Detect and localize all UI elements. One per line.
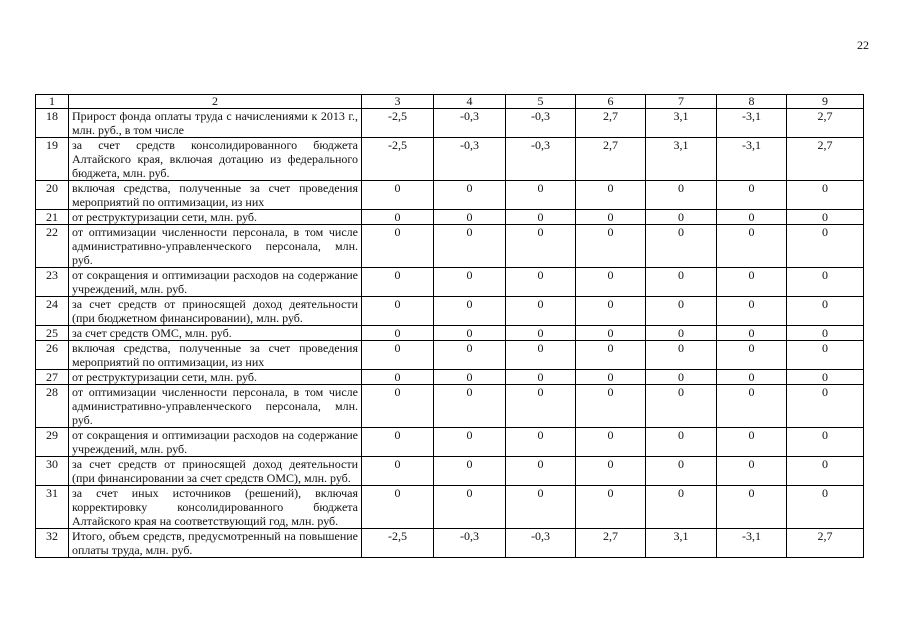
value-cell: 0	[717, 225, 787, 268]
value-cell: 0	[434, 210, 506, 225]
row-number: 28	[36, 385, 69, 428]
table-row	[36, 210, 864, 225]
row-number: 18	[36, 109, 69, 138]
value-cell: 0	[576, 326, 646, 341]
value-cell: 0	[646, 210, 717, 225]
table-row	[36, 529, 864, 558]
value-cell: 0	[362, 297, 434, 326]
value-cell: 0	[646, 225, 717, 268]
value-cell: 0	[646, 428, 717, 457]
table-row	[36, 457, 864, 486]
value-cell: 0	[362, 370, 434, 385]
row-description: за счет иных источников (решений), включая корректировку консолидированного бюджета Алтайского края на соответствующий год, млн. руб.	[69, 486, 362, 529]
value-cell: 0	[717, 428, 787, 457]
value-cell: 0	[787, 457, 864, 486]
row-description: от оптимизации численности персонала, в том числе административно-управленческого персонала, млн. руб.	[69, 385, 362, 428]
value-cell: 2,7	[787, 109, 864, 138]
value-cell: 0	[787, 326, 864, 341]
value-cell: 0	[506, 326, 576, 341]
value-cell: 0	[717, 181, 787, 210]
header-cell: 3	[362, 95, 434, 109]
value-cell: 0	[787, 210, 864, 225]
value-cell: 0	[576, 268, 646, 297]
table-row	[36, 326, 864, 341]
row-description: за счет средств от приносящей доход деятельности (при финансировании за счет средств ОМС), млн. руб.	[69, 457, 362, 486]
header-row	[36, 95, 864, 109]
value-cell: 0	[787, 428, 864, 457]
value-cell: 0	[506, 181, 576, 210]
value-cell: 0	[646, 181, 717, 210]
table-row	[36, 181, 864, 210]
value-cell: 0	[576, 428, 646, 457]
value-cell: 0	[787, 225, 864, 268]
value-cell: 0	[506, 370, 576, 385]
value-cell: 0	[576, 297, 646, 326]
row-number: 30	[36, 457, 69, 486]
row-number: 22	[36, 225, 69, 268]
value-cell: 0	[362, 268, 434, 297]
row-description: включая средства, полученные за счет проведения мероприятий по оптимизации, из них	[69, 341, 362, 370]
value-cell: 0	[717, 385, 787, 428]
value-cell: 0	[362, 326, 434, 341]
table-row	[36, 370, 864, 385]
row-description: от оптимизации численности персонала, в том числе административно-управленческого персонала, млн. руб.	[69, 225, 362, 268]
value-cell: 0	[576, 181, 646, 210]
value-cell: 0	[717, 341, 787, 370]
value-cell: 0	[506, 341, 576, 370]
header-cell: 4	[434, 95, 506, 109]
value-cell: 0	[434, 297, 506, 326]
value-cell: 0	[362, 341, 434, 370]
header-cell: 8	[717, 95, 787, 109]
value-cell: 0	[434, 326, 506, 341]
value-cell: 0	[646, 341, 717, 370]
value-cell: 0	[506, 225, 576, 268]
value-cell: 0	[362, 486, 434, 529]
row-number: 29	[36, 428, 69, 457]
table-row	[36, 138, 864, 181]
row-number: 19	[36, 138, 69, 181]
value-cell: 2,7	[576, 138, 646, 181]
table-row	[36, 297, 864, 326]
value-cell: 0	[646, 385, 717, 428]
value-cell: 0	[787, 297, 864, 326]
table-row	[36, 428, 864, 457]
value-cell: -0,3	[434, 529, 506, 558]
value-cell: 0	[434, 225, 506, 268]
value-cell: -0,3	[506, 109, 576, 138]
value-cell: 0	[646, 297, 717, 326]
value-cell: 0	[434, 457, 506, 486]
value-cell: 0	[787, 181, 864, 210]
value-cell: 0	[506, 385, 576, 428]
value-cell: 0	[787, 268, 864, 297]
value-cell: -2,5	[362, 109, 434, 138]
value-cell: 2,7	[576, 529, 646, 558]
value-cell: 0	[506, 428, 576, 457]
row-number: 21	[36, 210, 69, 225]
table-row	[36, 341, 864, 370]
row-number: 27	[36, 370, 69, 385]
row-description: от реструктуризации сети, млн. руб.	[69, 370, 362, 385]
value-cell: 0	[646, 326, 717, 341]
value-cell: 0	[362, 181, 434, 210]
value-cell: 0	[506, 268, 576, 297]
value-cell: 0	[717, 297, 787, 326]
row-description: от сокращения и оптимизации расходов на содержание учреждений, млн. руб.	[69, 428, 362, 457]
value-cell: 0	[362, 210, 434, 225]
value-cell: -2,5	[362, 138, 434, 181]
row-number: 26	[36, 341, 69, 370]
row-description: за счет средств ОМС, млн. руб.	[69, 326, 362, 341]
value-cell: 0	[506, 457, 576, 486]
value-cell: 0	[717, 457, 787, 486]
value-cell: 0	[434, 268, 506, 297]
row-number: 23	[36, 268, 69, 297]
header-cell: 5	[506, 95, 576, 109]
value-cell: 0	[434, 385, 506, 428]
value-cell: 0	[362, 457, 434, 486]
row-number: 20	[36, 181, 69, 210]
value-cell: 2,7	[576, 109, 646, 138]
value-cell: 0	[787, 341, 864, 370]
value-cell: 2,7	[787, 529, 864, 558]
value-cell: 0	[717, 210, 787, 225]
value-cell: -0,3	[506, 138, 576, 181]
value-cell: 0	[787, 385, 864, 428]
table-row	[36, 385, 864, 428]
row-description: включая средства, полученные за счет проведения мероприятий по оптимизации, из них	[69, 181, 362, 210]
value-cell: -0,3	[434, 138, 506, 181]
value-cell: 0	[646, 370, 717, 385]
value-cell: 0	[717, 370, 787, 385]
value-cell: 0	[506, 297, 576, 326]
value-cell: 0	[434, 181, 506, 210]
header-cell: 9	[787, 95, 864, 109]
value-cell: 0	[646, 486, 717, 529]
header-cell: 7	[646, 95, 717, 109]
value-cell: 0	[646, 268, 717, 297]
value-cell: 0	[434, 486, 506, 529]
value-cell: 0	[576, 341, 646, 370]
value-cell: -0,3	[506, 529, 576, 558]
row-number: 24	[36, 297, 69, 326]
value-cell: 0	[787, 486, 864, 529]
value-cell: 0	[506, 486, 576, 529]
table-row	[36, 268, 864, 297]
value-cell: 0	[434, 341, 506, 370]
row-number: 32	[36, 529, 69, 558]
value-cell: 0	[717, 486, 787, 529]
value-cell: 0	[362, 385, 434, 428]
row-number: 31	[36, 486, 69, 529]
row-description: Прирост фонда оплаты труда с начислениями к 2013 г., млн. руб., в том числе	[69, 109, 362, 138]
value-cell: 0	[717, 268, 787, 297]
row-description: от сокращения и оптимизации расходов на содержание учреждений, млн. руб.	[69, 268, 362, 297]
value-cell: 0	[576, 210, 646, 225]
value-cell: 0	[576, 457, 646, 486]
value-cell: 0	[434, 370, 506, 385]
value-cell: 3,1	[646, 529, 717, 558]
value-cell: -3,1	[717, 529, 787, 558]
value-cell: 0	[362, 428, 434, 457]
value-cell: 0	[434, 428, 506, 457]
row-description: Итого, объем средств, предусмотренный на повышение оплаты труда, млн. руб.	[69, 529, 362, 558]
header-cell: 6	[576, 95, 646, 109]
value-cell: -2,5	[362, 529, 434, 558]
value-cell: 0	[576, 370, 646, 385]
header-cell: 1	[36, 95, 69, 109]
row-description: за счет средств консолидированного бюджета Алтайского края, включая дотацию из федерального бюджета, млн. руб.	[69, 138, 362, 181]
value-cell: 3,1	[646, 138, 717, 181]
value-cell: 0	[362, 225, 434, 268]
value-cell: 2,7	[787, 138, 864, 181]
page-number: 22	[857, 38, 869, 52]
value-cell: 0	[576, 385, 646, 428]
value-cell: 0	[576, 486, 646, 529]
row-description: от реструктуризации сети, млн. руб.	[69, 210, 362, 225]
value-cell: -3,1	[717, 109, 787, 138]
table-row	[36, 225, 864, 268]
value-cell: -3,1	[717, 138, 787, 181]
table-row	[36, 486, 864, 529]
row-number: 25	[36, 326, 69, 341]
row-description: за счет средств от приносящей доход деятельности (при бюджетном финансировании), млн. руб.	[69, 297, 362, 326]
value-cell: 0	[717, 326, 787, 341]
value-cell: 0	[646, 457, 717, 486]
value-cell: 0	[506, 210, 576, 225]
table-row	[36, 109, 864, 138]
value-cell: 0	[576, 225, 646, 268]
value-cell: 0	[787, 370, 864, 385]
header-cell: 2	[69, 95, 362, 109]
value-cell: -0,3	[434, 109, 506, 138]
data-table	[35, 94, 864, 558]
value-cell: 3,1	[646, 109, 717, 138]
